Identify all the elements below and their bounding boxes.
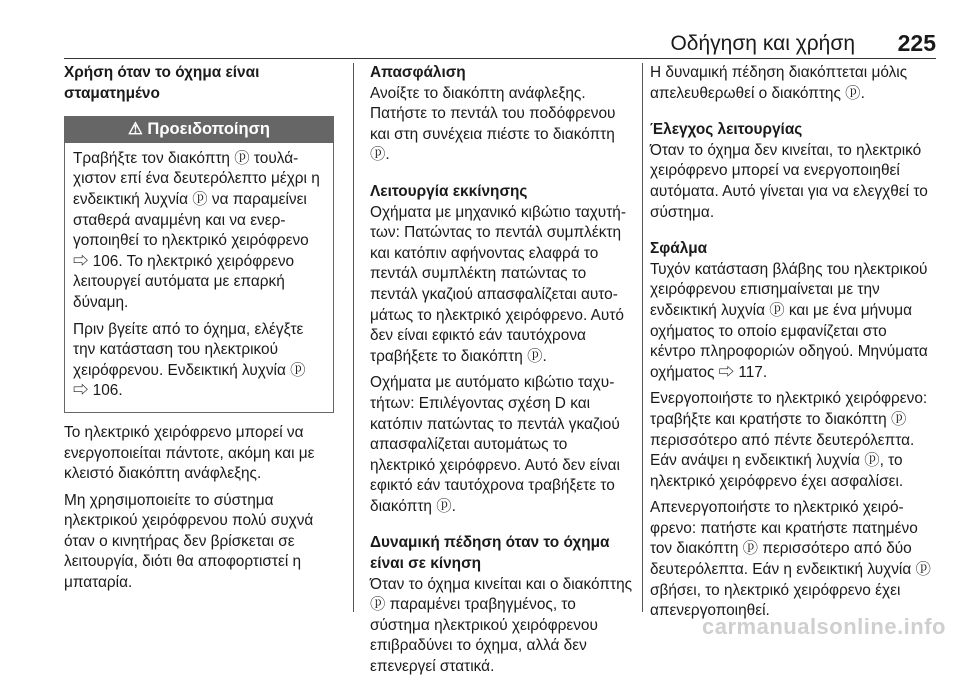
section-heading: Χρήση όταν το όχημα είναι σταματημένο xyxy=(64,64,260,102)
body-paragraph: Μη χρησιμοποιείτε το σύστημα ηλεκτρικού χειρόφρενου πολύ συχνά όταν ο κινητήρας δεν βρίσκεται σε λειτουργία, διότι θα αποφορτιστεί η μπαταρία. xyxy=(64,491,314,592)
body-paragraph: Η δυναμική πέδηση διακόπτεται μόλις απελευθερωθεί ο διακόπτης ⓟ. xyxy=(650,64,908,102)
header-rule xyxy=(64,58,936,59)
section-heading: Λειτουργία εκκίνησης xyxy=(370,182,528,200)
column-3 xyxy=(650,63,932,628)
body-paragraph: Το ηλεκτρικό χειρόφρενο μπορεί να ενεργοποιείται πάντοτε, ακόμη και με κλειστό διακόπτη ανάφλεξης. xyxy=(64,423,315,483)
section-heading: Έλεγχος λειτουργίας xyxy=(650,121,803,139)
body-paragraph: Οχήματα με μηχανικό κιβώτιο ταχυτήτων: Πατώντας το πεντάλ συμπλέκτη και κατόπιν αφήνοντας ελαφρά το πεντάλ συμπλέκτη πατώντας το πεντάλ γκαζιού απασφαλίζεται αυτομάτως το ηλεκτρικό χειρόφρενο. Αυτό δεν είναι εφικτό εάν ταυτόχρονα τραβήξετε το διακόπτη ⓟ. xyxy=(370,203,626,365)
column-1 xyxy=(64,63,334,600)
body-paragraph: Ενεργοποιήστε το ηλεκτρικό χειρόφρενο: τραβήξτε και κρατήστε το διακόπτη ⓟ περισσότερο από πέντε δευτερόλεπτα. Εάν ανάψει η ενδεικτική λυχνία ⓟ, το ηλεκτρικό χειρόφρενο έχει ασφαλίσει. xyxy=(650,390,928,490)
column-divider-2 xyxy=(642,63,643,612)
warning-box xyxy=(64,116,334,413)
body-paragraph: Απενεργοποιήστε το ηλεκτρικό χειρόφρενο: πατήστε και κρατήστε πατημένο τον διακόπτη ⓟ περισσότερο από δύο δευτερόλεπτα. Εάν η ενδεικτική λυχνία ⓟ σβήσει, το ηλεκτρικό χειρόφρενο έχει απενεργοποιηθεί. xyxy=(650,499,931,620)
column-2 xyxy=(370,63,636,684)
body-paragraph: Ανοίξτε το διακόπτη ανάφλεξης. Πατήστε το πεντάλ του ποδόφρενου και στη συνέχεια πιέστε το διακόπτη ⓟ. xyxy=(370,84,616,164)
warning-title: Προειδοποίηση xyxy=(147,120,270,139)
warning-paragraph: Πριν βγείτε από το όχημα, ελέγξτε την κατάσταση του ηλεκτρικού χειρόφρενου. Ενδεικτική λυχνία ⓟ ⇨ 106. xyxy=(73,320,306,400)
page-number: 225 xyxy=(897,30,936,56)
body-paragraph: Όταν το όχημα δεν κινείται, το ηλεκτρικό χειρόφρενο μπορεί να ενεργοποιηθεί αυτόματα. Αυτό γίνεται για να ελεγχθεί το σύστημα. xyxy=(650,141,928,221)
section-heading: Απασφάλιση xyxy=(370,64,466,81)
warning-triangle-icon: ⚠ xyxy=(128,120,143,139)
warning-header xyxy=(65,117,333,143)
section-heading: Δυναμική πέδηση όταν το όχημα είναι σε κίνηση xyxy=(370,534,610,573)
section-heading: Σφάλμα xyxy=(650,240,708,258)
warning-body xyxy=(65,143,333,412)
body-paragraph: Οχήματα με αυτόματο κιβώτιο ταχυτήτων: Επιλέγοντας σχέση D και κατόπιν πατώντας το πεντάλ γκαζιού απασφαλίζεται αυτομάτως το ηλεκτρικό χειρόφρενο. Αυτό δεν είναι εφικτό εάν ταυτόχρονα τραβήξετε το διακόπτη ⓟ. xyxy=(370,374,620,515)
watermark: carmanualsonline.info xyxy=(702,614,946,639)
body-paragraph: Τυχόν κατάσταση βλάβης του ηλεκτρικού χειρόφρενου επισημαίνεται με την ενδεικτική λυχνία ⓟ και με ένα μήνυμα οχήματος το οποίο εμφανίζεται στο κέντρο πληροφοριών οδηγού. Μηνύματα οχήματος ⇨ 117. xyxy=(650,260,928,381)
page-header xyxy=(0,0,960,58)
body-paragraph: Όταν το όχημα κινείται και ο διακόπτης ⓟ παραμένει τραβηγμένος, το σύστημα ηλεκτρικού χειρόφρενου επιβραδύνει το όχημα, αλλά δεν επενεργεί στατικά. xyxy=(370,575,633,676)
column-divider-1 xyxy=(353,63,354,612)
page-title: Οδήγηση και χρήση xyxy=(670,32,855,55)
warning-paragraph: Τραβήξτε τον διακόπτη ⓟ τουλάχιστον επί ένα δευτερόλεπτο μέχρι η ενδεικτική λυχνία ⓟ να παραμείνει σταθερά αναμμένη και να ενεργοποιηθεί το ηλεκτρικό χειρόφρενο ⇨ 106. Το ηλεκτρικό χειρόφρενο λειτουργεί αυτόματα με επαρκή δύναμη. xyxy=(73,149,320,311)
